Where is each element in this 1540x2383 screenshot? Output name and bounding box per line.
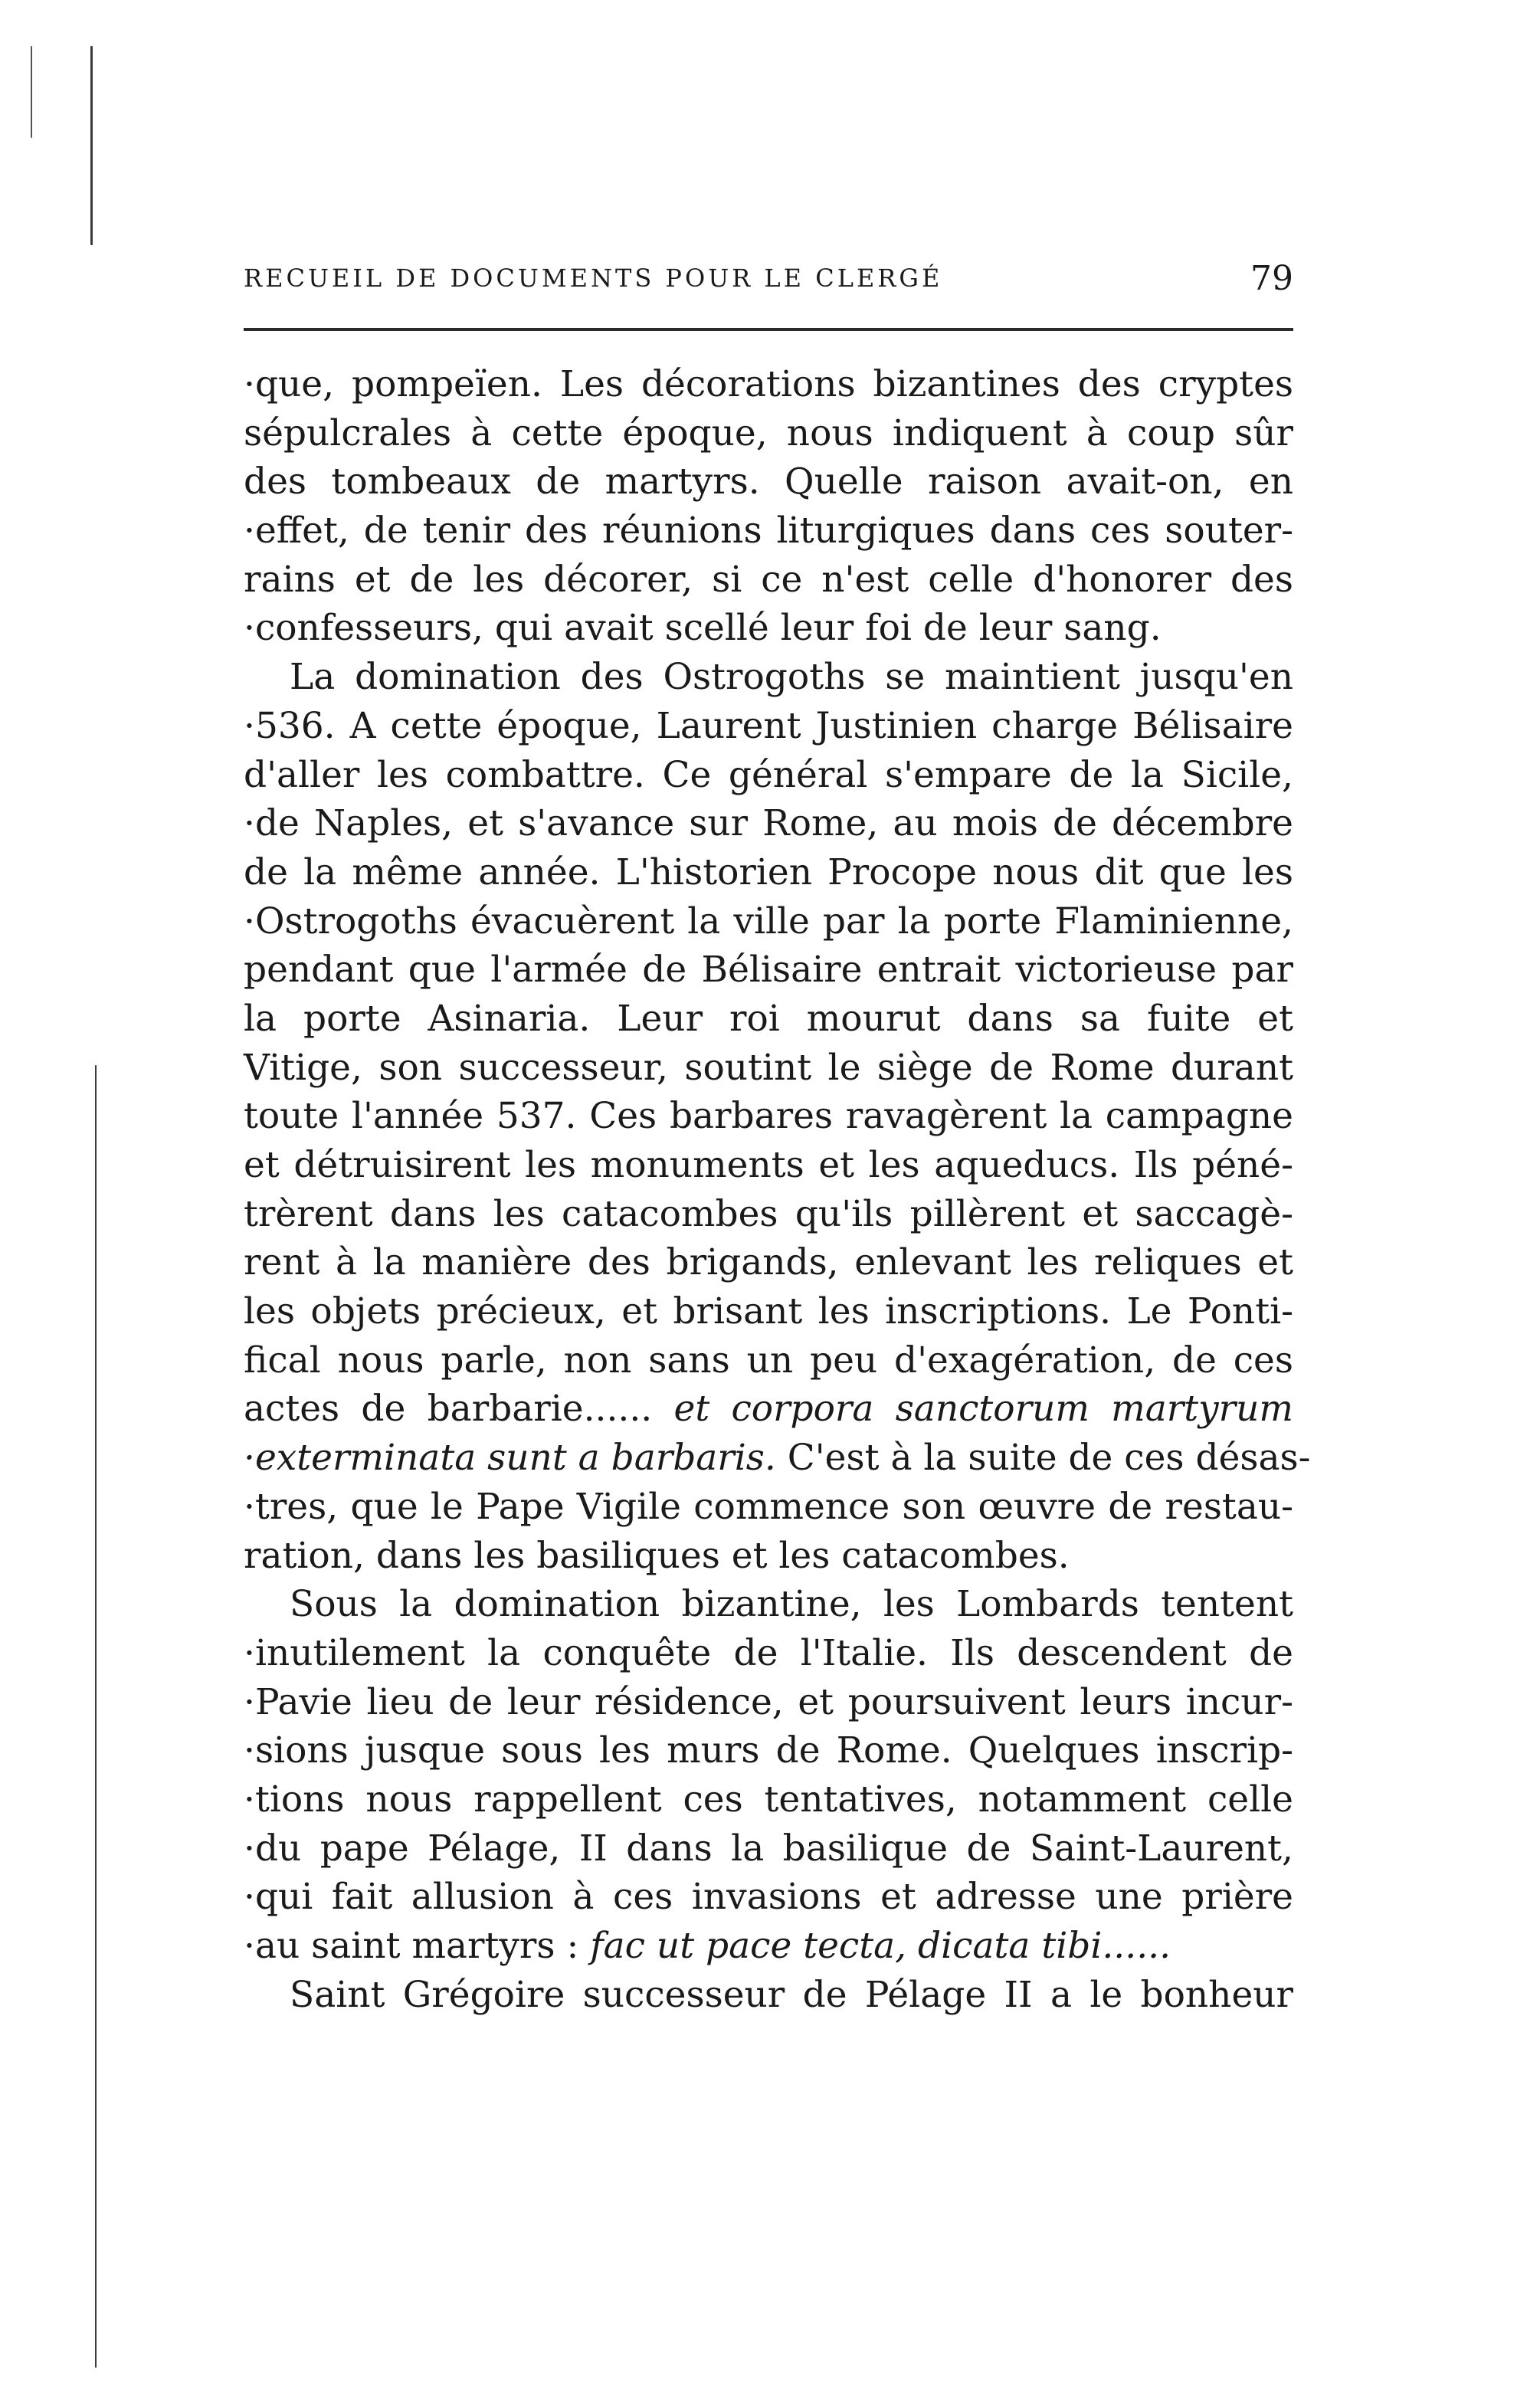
text-line: ·tres, que le Pape Vigile commence son œuvre de restau- <box>244 1485 1293 1528</box>
page-number: 79 <box>1250 259 1293 298</box>
text-line: ·qui fait allusion à ces invasions et adresse une prière <box>244 1876 1293 1919</box>
text-line: ·tions nous rappellent ces tentatives, notamment celle <box>244 1778 1293 1821</box>
text-line: Saint Grégoire successeur de Pélage II a le bonheur <box>290 1973 1293 2016</box>
text-line: les objets précieux, et brisant les inscriptions. Le Ponti- <box>244 1290 1293 1333</box>
text-line: ·Ostrogoths évacuèrent la ville par la porte Flaminienne, <box>244 900 1293 942</box>
text-line: fical nous parle, non sans un peu d'exagération, de ces <box>244 1339 1293 1382</box>
text-line: ·sions jusque sous les murs de Rome. Quelques inscrip- <box>244 1729 1293 1772</box>
text-line: toute l'année 537. Ces barbares ravagèrent la campagne <box>244 1095 1293 1138</box>
text-line: ·de Naples, et s'avance sur Rome, au mois de décembre <box>244 802 1293 845</box>
gutter-rule-edge <box>31 46 32 138</box>
text-line: ·536. A cette époque, Laurent Justinien charge Bélisaire <box>244 704 1293 747</box>
text-line: rains et de les décorer, si ce n'est celle d'honorer des <box>244 558 1293 601</box>
text-line-mixed <box>244 1434 1311 1483</box>
roman-segment: C'est à la suite de ces désas- <box>775 1437 1311 1480</box>
roman-segment: actes de barbarie...... <box>244 1388 674 1431</box>
text-line: ration, dans les basiliques et les catacombes. <box>244 1534 1070 1577</box>
text-line: ·confesseurs, qui avait scellé leur foi de leur sang. <box>244 607 1162 650</box>
text-line: la porte Asinaria. Leur roi mourut dans sa fuite et <box>244 997 1293 1040</box>
latin-quote: fac ut pace tecta, dicata tibi...... <box>590 1925 1171 1967</box>
running-title: RECUEIL DE DOCUMENTS POUR LE CLERGÉ <box>244 264 943 293</box>
running-head <box>244 259 1293 297</box>
text-line: Vitige, son successeur, soutint le siège de Rome durant <box>244 1046 1293 1089</box>
text-line: d'aller les combattre. Ce général s'empare de la Sicile, <box>244 753 1293 796</box>
text-line: Sous la domination bizantine, les Lombards tentent <box>290 1583 1293 1626</box>
gutter-rule-top <box>90 46 93 245</box>
text-line: ·inutilement la conquête de l'Italie. Ils descendent de <box>244 1631 1293 1674</box>
text-line: et détruisirent les monuments et les aqueducs. Ils péné- <box>244 1144 1293 1186</box>
text-line: de la même année. L'historien Procope nous dit que les <box>244 851 1293 893</box>
header-rule <box>244 328 1293 331</box>
latin-quote: ·exterminata sunt a barbaris. <box>244 1437 776 1480</box>
text-line: La domination des Ostrogoths se maintient jusqu'en <box>290 656 1293 699</box>
text-line: ·que, pompeïen. Les décorations bizantines des cryptes <box>244 363 1293 405</box>
text-line: rent à la manière des brigands, enlevant les reliques et <box>244 1241 1293 1284</box>
text-line: pendant que l'armée de Bélisaire entrait victorieuse par <box>244 949 1293 992</box>
text-line: ·effet, de tenir des réunions liturgiques dans ces souter- <box>244 510 1293 552</box>
roman-segment: ·au saint martyrs : <box>244 1925 591 1967</box>
text-line: ·du pape Pélage, II dans la basilique de Saint-Laurent, <box>244 1827 1293 1870</box>
text-line-mixed <box>244 1385 1293 1434</box>
text-line: trèrent dans les catacombes qu'ils pillèrent et saccagè- <box>244 1192 1293 1235</box>
body-text <box>244 360 1311 2019</box>
text-line: ·Pavie lieu de leur résidence, et poursuivent leurs incur- <box>244 1680 1293 1723</box>
text-line: des tombeaux de martyrs. Quelle raison avait-on, en <box>244 461 1293 503</box>
text-line: sépulcrales à cette époque, nous indiquent à coup sûr <box>244 411 1293 454</box>
latin-quote: et corpora sanctorum martyrum <box>673 1388 1293 1431</box>
gutter-rule-bottom <box>95 1065 97 2368</box>
text-line-mixed <box>244 1922 1293 1971</box>
